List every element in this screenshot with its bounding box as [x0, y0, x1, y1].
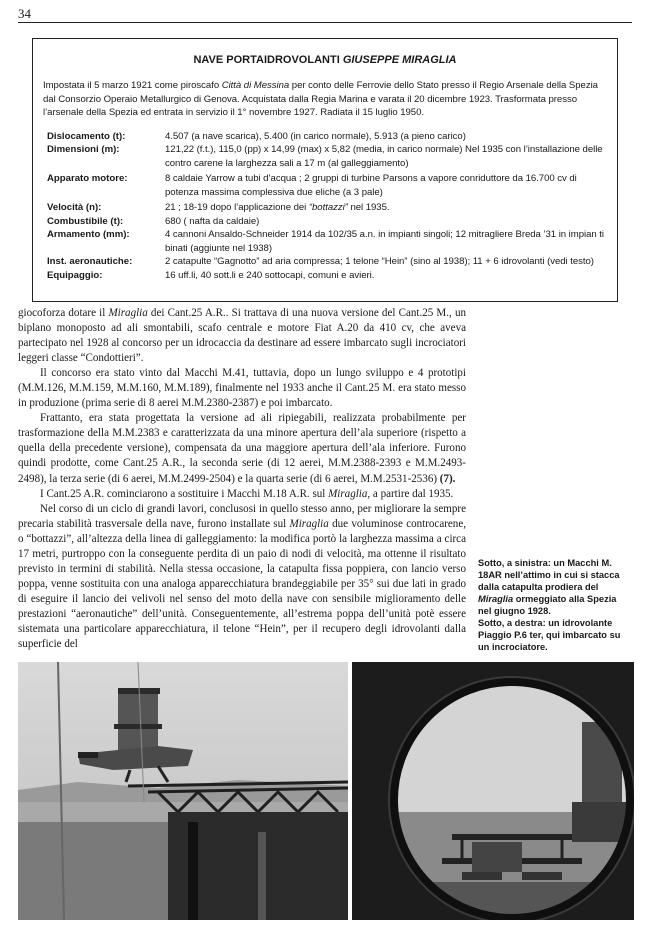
spec-row-armament: Armamento (mm): 4 cannoni Ansaldo-Schneider 1914 da 102/35 a.n. in impianti singoli; 12 mitragliere Breda ’31 in impian ti binati (aggiunte nel 1938)	[47, 229, 604, 254]
paragraph: I Cant.25 A.R. cominciarono a sostituire i Macchi M.18 A.R. sul Miraglia, a partire dal 1935.	[40, 487, 454, 500]
spec-row-speed: Velocità (n): 21 ; 18-19 dopo l’applicazione dei “bottazzi” nel 1935.	[47, 202, 390, 214]
spec-row-engine: Apparato motore: 8 caldaie Yarrow a tubi d’acqua ; 2 gruppi di turbine Parsons a vapore conriduttore da 16.700 cv di potenza massima complessiva due eliche (a 3 pale)	[47, 173, 577, 198]
spec-row-displacement: Dislocamento (t): 4.507 (a nave scarica), 5.400 (in carico normale), 5.913 (a pieno carico)	[47, 130, 466, 142]
seaplane-launch-image	[18, 662, 348, 920]
spec-table	[43, 130, 607, 283]
paragraph: Il concorso era stato vinto dal Macchi M.41, tuttavia, dopo un lungo sviluppo e 4 prototipi (M.M.126, M.M.159, M.M.160, M.M.189), finalmente nel 1933 anche il Cant.25 M. era stato messo in produzione (prima serie di 8 aerei M.M.2380-2387) e poi imbarcato.	[18, 367, 466, 410]
spec-row-fuel: Combustibile (t): 680 ( nafta da caldaie)	[47, 215, 260, 227]
spec-row-dimensions: Dimensioni (m): 121,22 (f.t.), 115,0 (pp) x 14,99 (max) x 5,82 (media, in carico normale) Nel 1935 con l’installazione delle contro carene la larghezza sali a 17 m (al galleggiamento)	[47, 144, 603, 169]
porthole-seaplane-image	[352, 662, 634, 920]
spec-row-aeronautics: Inst. aeronautiche: 2 catapulte “Gagnotto” ad aria compressa; 1 telone “Hein” (sino al 1938); 11 + 6 idrovolanti (vedi testo)	[47, 256, 594, 268]
header-rule	[18, 22, 632, 23]
caption-left: Sotto, a sinistra: un Macchi M. 18AR nell’attimo in cui si stacca dalla catapulta prodiera del Miraglia ormeggiato alla Spezia nel giugno 1928.	[478, 558, 620, 616]
page-number: 34	[18, 6, 31, 21]
ship-info-box	[32, 38, 618, 302]
caption-right: Sotto, a destra: un idrovolante Piaggio P.6 ter, qui imbarcato su un incrociatore.	[478, 618, 621, 652]
article-body	[18, 306, 466, 652]
paragraph: Frattanto, era stata progettata la versione ad ali ripiegabili, realizzata probabilmente per trasformazione della M.M.2383 e caratterizzata da una minore apertura dell’ala superiore (rispetto a quella della precedente versione), compensata da una maggiore apertura dell’ala inferiore. Furono quindi prodotte, come Cant.25 A.R., la seconda serie (di 12 aerei, M.M.2388-2393 e M.M.2493-2498), la terza serie (di 6 aerei, M.M.2499-2504) e la quarta serie (di 6 aerei, M.M.2531-2536) (7).	[18, 412, 466, 485]
info-box-title: NAVE PORTAIDROVOLANTI GIUSEPPE MIRAGLIA	[193, 54, 457, 66]
footnote-ref: (7).	[439, 472, 456, 485]
info-box-intro: Impostata il 5 marzo 1921 come piroscafo Città di Messina per conto delle Ferrovie dello Stato presso il Regio Arsenale della Spezia dal Consorzio Operaio Metallurgico di Genova. Acquistata dalla Regia Marina e varata il 20 dicembre 1923. Trasformata presso l’arsenale della Spezia ed entrata in servizio il 1° novembre 1927. Radiata il 15 luglio 1950.	[43, 80, 598, 119]
paragraph: Nel corso di un ciclo di grandi lavori, conclusosi in quello stesso anno, per migliorare la sempre precaria stabilità trasversale della nave, furono installate sul Miraglia due voluminose controcarene, o “bottazzi”, all’altezza della linea di galleggiamento: la modifica portò la larghezza massima a circa 17 metri, purtroppo con la conseguente perdita di un paio di nodi di velocità, ma ottenne il risultato previsto in termini di stabilità. Nella stessa occasione, la catapulta fissa poppiera, con lancio verso poppa, venne sostituita con una analoga apparecchiatura brandeggiabile per 35° sui due lati in grado di eseguire il lancio dei velivoli nel senso del moto della nave con sensibile miglioramento delle prestazioni “aeronautiche” dell’unità. Conseguentemente, all’estrema poppa dell’unità potè essere sistemata una particolare apparecchiatura, il telone “Hein”, per il recupero degli idrovolanti dalla superficie del	[18, 502, 466, 651]
photo-piaggio-porthole	[352, 662, 634, 920]
paragraph: giocoforza dotare il Miraglia dei Cant.25 A.R.. Si trattava di una nuova versione del Cant.25 M., un biplano monoposto ad ali smontabili, scafo centrale e motore Fiat A.20 da 410 cv, che aveva partecipato nel 1928 al concorso per un idrocaccia da destinare ad essere imbarcato sugli incrociatori leggeri classe “Condottieri”.	[18, 307, 466, 365]
spec-row-crew: Equipaggio: 16 uff.li, 40 sott.li e 240 sottocapi, comuni e avieri.	[47, 269, 375, 281]
photo-caption	[478, 557, 628, 653]
photo-seaplane-catapult	[18, 662, 348, 920]
